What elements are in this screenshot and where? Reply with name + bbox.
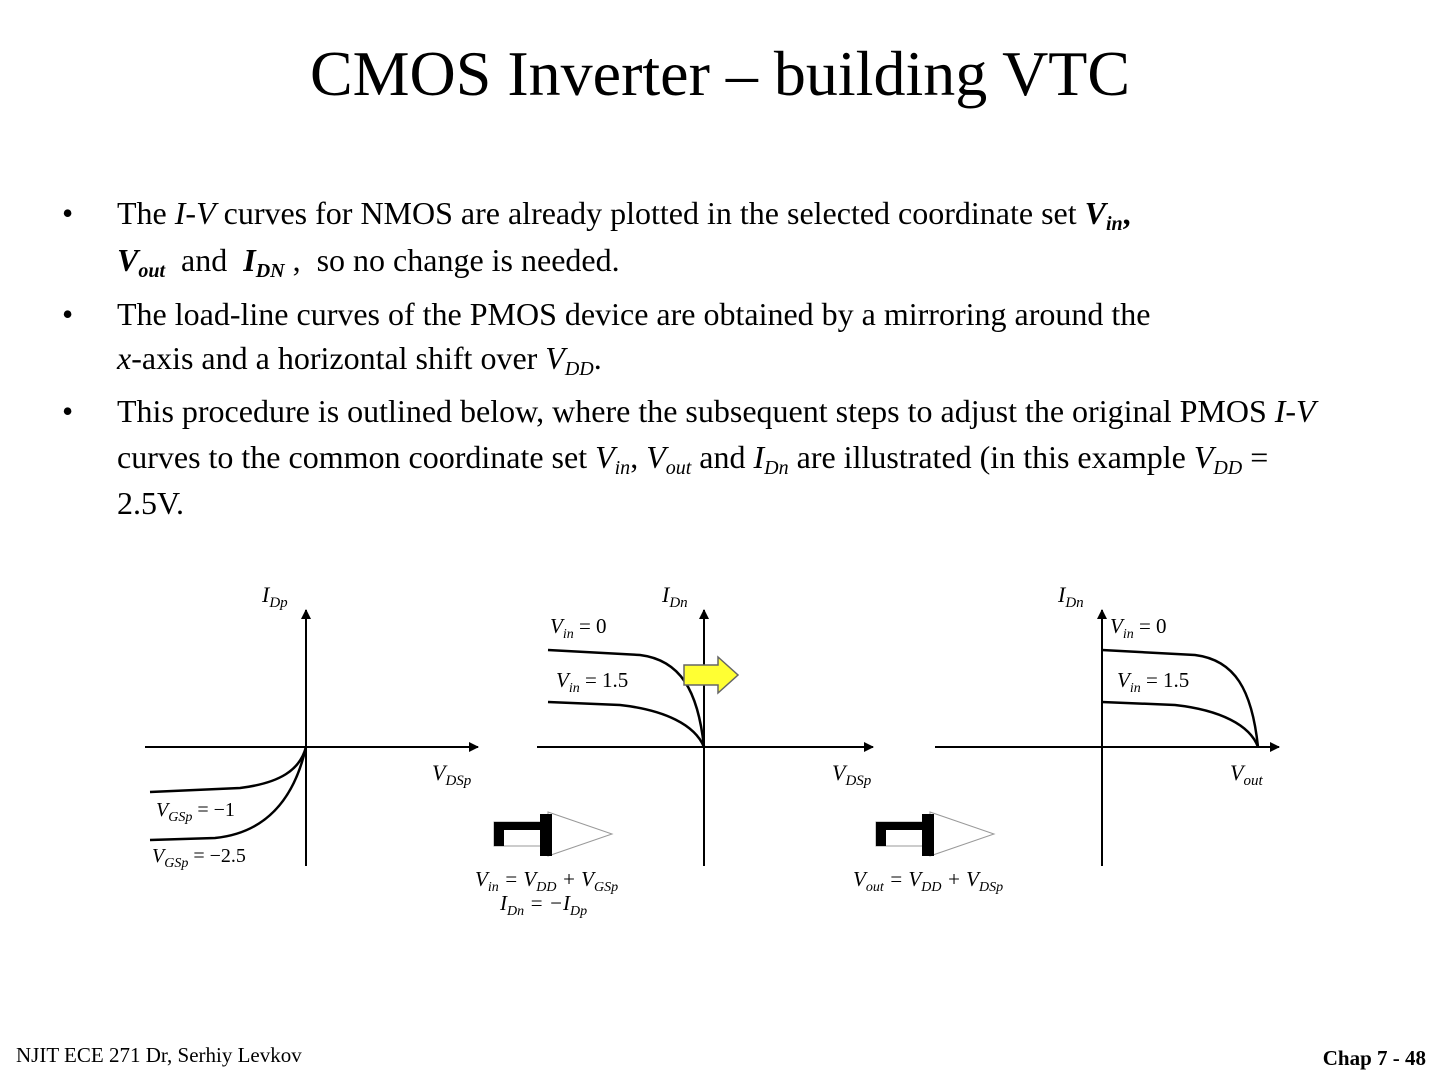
bullet-dot: • (62, 195, 74, 231)
bullet-dot: • (62, 296, 74, 332)
footer-course-info: NJIT ECE 271 Dr, Serhiy Levkov (16, 1043, 302, 1067)
step-arrow-1-icon (494, 812, 612, 856)
curve-vgsp-minus2.5 (150, 747, 306, 840)
bullet-dot: • (62, 393, 74, 429)
step-1-equation-line-2: $I_{Dn} = -I_{Dp}$ (500, 891, 588, 919)
plot-pmos-mirrored (537, 582, 873, 866)
curve-vin-0 (548, 650, 704, 747)
bullet-text: The I-V curves for NMOS are already plotted in the selected coordinate set $V_{in}$, $V_{out}$ and $I_{DN}$ , so no change is needed. (117, 195, 1131, 282)
step-1-equation-line-1: $V_{in} = V_{DD} + V_{GSp}$ (475, 867, 619, 895)
curve-label-2: $V_{GSp} = -2.5$ (152, 845, 246, 871)
plot-pmos-shifted (935, 582, 1279, 866)
step-2-equation: $V_{out} = V_{DD} + V_{DSp}$ (853, 867, 1004, 895)
bullet-text: This procedure is outlined below, where the subsequent steps to adjust the original PMOS I-V curves to the common coordinate set $V_{in}$, $V_{out}$ and $I_{Dn}$ are illustrated (in this example $V_{DD} = 2.5V$. (117, 393, 1316, 521)
y-axis-label: $I_{Dn}$ (1058, 582, 1084, 611)
x-axis-label: $V_{DSp}$ (432, 760, 472, 789)
y-axis-label: $I_{Dn}$ (662, 582, 688, 611)
curve-vin-0 (1102, 650, 1258, 747)
plot-pmos-original (145, 582, 478, 871)
curve-label-2: $V_{in} = 1.5$ (1117, 668, 1190, 696)
curve-vin-1.5 (548, 702, 704, 747)
bullet-text: The load-line curves of the PMOS device are obtained by a mirroring around the x-axis and a horizontal shift over $V_{DD}$. (117, 296, 1151, 380)
x-axis-label: $V_{out}$ (1230, 760, 1263, 789)
footer-page-number: Chap 7 - 48 (1322, 1046, 1426, 1070)
y-axis-label: $I_{Dp}$ (262, 582, 288, 611)
curve-vgsp-minus1 (150, 747, 306, 792)
curve-label-1: $V_{in} = 0$ (550, 614, 607, 642)
curve-vin-1.5 (1102, 702, 1258, 747)
step-arrow-2-icon (876, 812, 994, 856)
slide-title: CMOS Inverter – building VTC (309, 38, 1131, 109)
curve-label-1: $V_{GSp} = -1$ (156, 799, 235, 825)
curve-label-2: $V_{in} = 1.5$ (556, 668, 629, 696)
x-axis-label: $V_{DSp}$ (832, 760, 872, 789)
curve-label-1: $V_{in} = 0$ (1110, 614, 1167, 642)
shift-right-arrow-icon (684, 657, 738, 693)
